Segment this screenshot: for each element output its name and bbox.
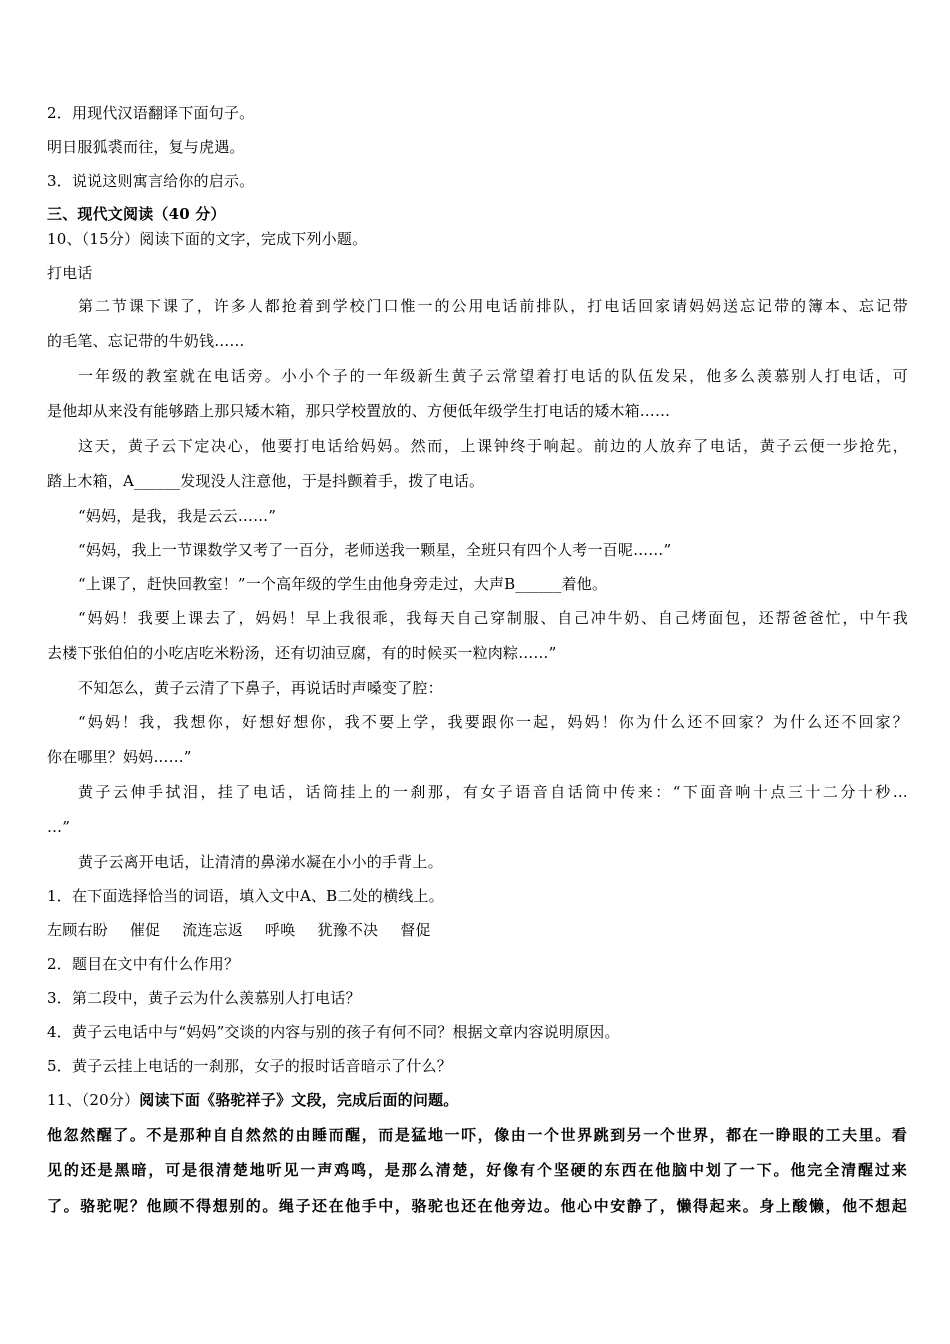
- story-paragraph-line: 踏上木箱，A______发现没人注意他，于是抖颤着手，拨了电话。: [47, 472, 485, 490]
- story-dialogue: “妈妈！我，我想你，好想好想你，我不要上学，我要跟你一起，妈妈！你为什么还不回家？为什么还不回家？: [78, 713, 908, 731]
- sub-question-4: 4．黄子云电话中与“妈妈”交谈的内容与别的孩子有何不同？根据文章内容说明原因。: [47, 1023, 620, 1041]
- story-paragraph-line: 的毛笔、忘记带的牛奶钱……: [47, 332, 245, 350]
- question-translate: 2．用现代汉语翻译下面句子。: [47, 104, 255, 122]
- story-dialogue: 你在哪里？妈妈……”: [47, 748, 192, 766]
- passage-line: 见的还是黑暗，可是很清楚地听见一声鸡鸣，是那么清楚，好像有个坚硬的东西在他脑中划了一下。他完全清醒过来: [47, 1161, 907, 1179]
- sub-question-1: 1．在下面选择恰当的词语，填入文中A、B二处的横线上。: [47, 887, 444, 905]
- choice-word: 左顾右盼: [47, 921, 108, 939]
- story-dialogue: “妈妈，我上一节课数学又考了一百分，老师送我一颗星，全班只有四个人考一百呢……”: [78, 541, 672, 559]
- section-heading: 三、现代文阅读（40 分）: [47, 205, 226, 223]
- choice-word: 犹豫不决: [317, 921, 379, 939]
- sub-question-3: 3．第二段中，黄子云为什么羡慕别人打电话？: [47, 989, 361, 1007]
- story-dialogue: “妈妈！我要上课去了，妈妈！早上我很乖，我每天自己穿制服、自己冲牛奶、自己烤面包，还帮爸爸忙，中午我: [78, 609, 908, 627]
- story-paragraph-line: 不知怎么，黄子云清了下鼻子，再说话时声嗓变了腔：: [78, 679, 443, 697]
- story-paragraph-line: 一年级的教室就在电话旁。小小个子的一年级新生黄子云常望着打电话的队伍发呆，他多么羡慕别人打电话，可: [78, 367, 908, 385]
- word-choices: [47, 920, 907, 940]
- sub-question-5: 5．黄子云挂上电话的一刹那，女子的报时话音暗示了什么？: [47, 1057, 452, 1075]
- story-paragraph-line: 第二节课下课了，许多人都抢着到学校门口惟一的公用电话前排队，打电话回家请妈妈送忘记带的簿本、忘记带: [78, 297, 908, 315]
- story-paragraph-line: 这天，黄子云下定决心，他要打电话给妈妈。然而，上课钟终于响起。前边的人放弃了电话，黄子云便一步抢先，: [78, 437, 908, 455]
- choice-word: 督促: [400, 921, 431, 939]
- choice-word: 流连忘返: [182, 921, 244, 939]
- story-paragraph-line: 黄子云伸手拭泪，挂了电话，话筒挂上的一刹那，有女子语音自话筒中传来：“下面音响十点三十二分十秒…: [78, 783, 908, 801]
- passage-line: 了。骆驼呢？他顾不得想别的。绳子还在他手中，骆驼也还在他旁边。他心中安静了，懒得起来。身上酸懒，他不想起: [47, 1197, 907, 1215]
- question-10-intro: 10、（15分）阅读下面的文字，完成下列小题。: [47, 230, 368, 248]
- choice-word: 呼唤: [265, 921, 296, 939]
- question-moral: 3．说说这则寓言给你的启示。: [47, 172, 255, 190]
- choice-word: 催促: [129, 921, 161, 939]
- story-dialogue: “上课了，赶快回教室！”一个高年级的学生由他身旁走过，大声B______着他。: [78, 575, 608, 593]
- question-11-number: 11、（20分）: [47, 1091, 140, 1109]
- story-dialogue: 去楼下张伯伯的小吃店吃米粉汤，还有切油豆腐，有的时候买一粒肉粽……”: [47, 644, 557, 662]
- story-paragraph-line: …”: [47, 818, 71, 836]
- question-translate-sentence: 明日服狐裘而往，复与虎遇。: [47, 138, 245, 156]
- story-dialogue: “妈妈，是我，我是云云……”: [78, 507, 277, 525]
- story-paragraph-line: 是他却从来没有能够踏上那只矮木箱，那只学校置放的、方便低年级学生打电话的矮木箱……: [47, 402, 671, 420]
- question-11-intro: [47, 1090, 907, 1110]
- question-11-text: 阅读下面《骆驼祥子》文段，完成后面的问题。: [139, 1091, 459, 1109]
- passage-line: 他忽然醒了。不是那种自自然然的由睡而醒，而是猛地一吓，像由一个世界跳到另一个世界，都在一睁眼的工夫里。看: [47, 1126, 907, 1144]
- story-paragraph-line: 黄子云离开电话，让清清的鼻涕水凝在小小的手背上。: [78, 853, 443, 871]
- story-title: 打电话: [47, 264, 93, 282]
- sub-question-2: 2．题目在文中有什么作用？: [47, 955, 240, 973]
